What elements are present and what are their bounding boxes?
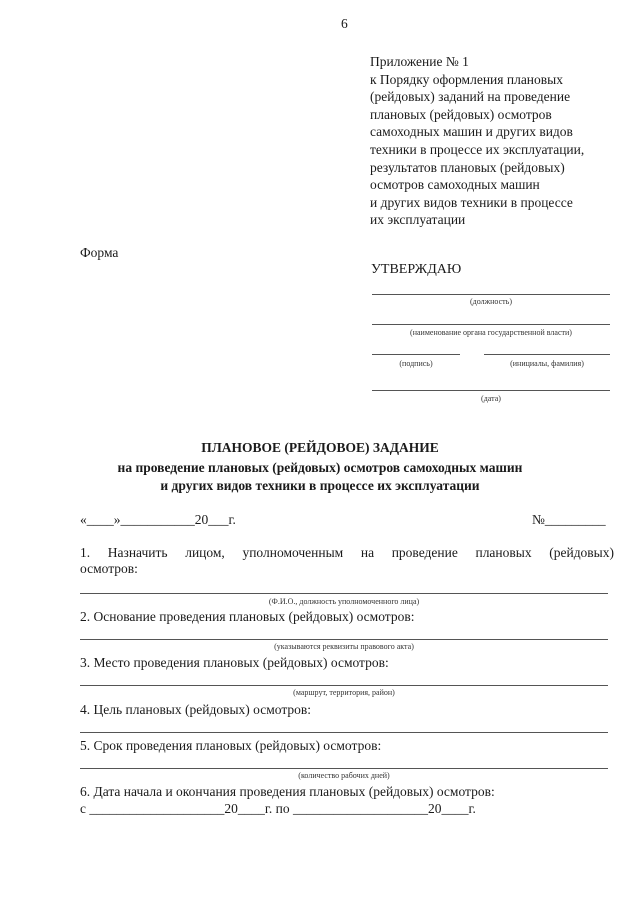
signature-caption: (подпись)	[399, 359, 433, 368]
date-caption: (дата)	[481, 394, 501, 403]
annex-block	[370, 53, 584, 229]
item-4-line	[80, 732, 608, 733]
item-2-caption: (указываются реквизиты правового акта)	[274, 642, 414, 651]
item-1-caption: (Ф.И.О., должность уполномоченного лица)	[268, 597, 420, 606]
annex-title: Приложение № 1	[370, 54, 469, 69]
date-field: «____»___________20___г.	[80, 512, 236, 527]
approve-heading: УТВЕРЖДАЮ	[371, 262, 462, 277]
item-3-caption: (маршрут, территория, район)	[293, 688, 395, 697]
org-line	[372, 324, 610, 325]
annex-line: (рейдовых) заданий на проведение	[370, 89, 571, 105]
item-3: 3. Место проведения плановых (рейдовых) осмотров:	[80, 655, 389, 670]
name-line	[484, 354, 610, 355]
org-caption: (наименование органа государственной власти)	[410, 328, 572, 337]
number-field: №_________	[532, 512, 606, 527]
annex-line: техники в процессе их эксплуатации,	[370, 141, 585, 157]
item-2-line	[80, 639, 608, 640]
position-line	[372, 294, 610, 295]
annex-line: и других видов техники в процессе	[370, 194, 573, 210]
item-5: 5. Срок проведения плановых (рейдовых) осмотров:	[80, 738, 382, 753]
item-6: 6. Дата начала и окончания проведения плановых (рейдовых) осмотров:	[80, 784, 495, 799]
annex-line: самоходных машин и других видов	[370, 124, 573, 140]
annex-line: осмотров самоходных машин	[370, 177, 540, 193]
annex-line: к Порядку оформления плановых	[370, 71, 563, 87]
name-caption: (инициалы, фамилия)	[510, 359, 584, 368]
doc-title: ПЛАНОВОЕ (РЕЙДОВОЕ) ЗАДАНИЕ	[201, 440, 439, 455]
item-5-line	[80, 768, 608, 769]
item-5-caption: (количество рабочих дней)	[298, 771, 390, 780]
position-caption: (должность)	[470, 297, 512, 306]
item-1: 1. Назначить лицом, уполномоченным на проведение плановых (рейдовых)	[80, 545, 614, 560]
annex-line: плановых (рейдовых) осмотров	[370, 106, 552, 122]
item-1-line	[80, 593, 608, 594]
doc-subtitle: и других видов техники в процессе их эксплуатации	[160, 478, 480, 493]
doc-subtitle: на проведение плановых (рейдовых) осмотров самоходных машин	[117, 460, 523, 475]
date-line	[372, 390, 610, 391]
item-6-date-range: с ____________________20____г. по ____________________20____г.	[80, 801, 476, 816]
item-4: 4. Цель плановых (рейдовых) осмотров:	[80, 702, 312, 717]
item-3-line	[80, 685, 608, 686]
page-number: 6	[341, 16, 348, 31]
annex-line: их эксплуатации	[370, 212, 466, 228]
form-label: Форма	[80, 245, 119, 260]
item-2: 2. Основание проведения плановых (рейдовых) осмотров:	[80, 609, 415, 624]
signature-line	[372, 354, 460, 355]
item-1-continuation: осмотров:	[80, 561, 138, 576]
annex-line: результатов плановых (рейдовых)	[370, 159, 565, 175]
